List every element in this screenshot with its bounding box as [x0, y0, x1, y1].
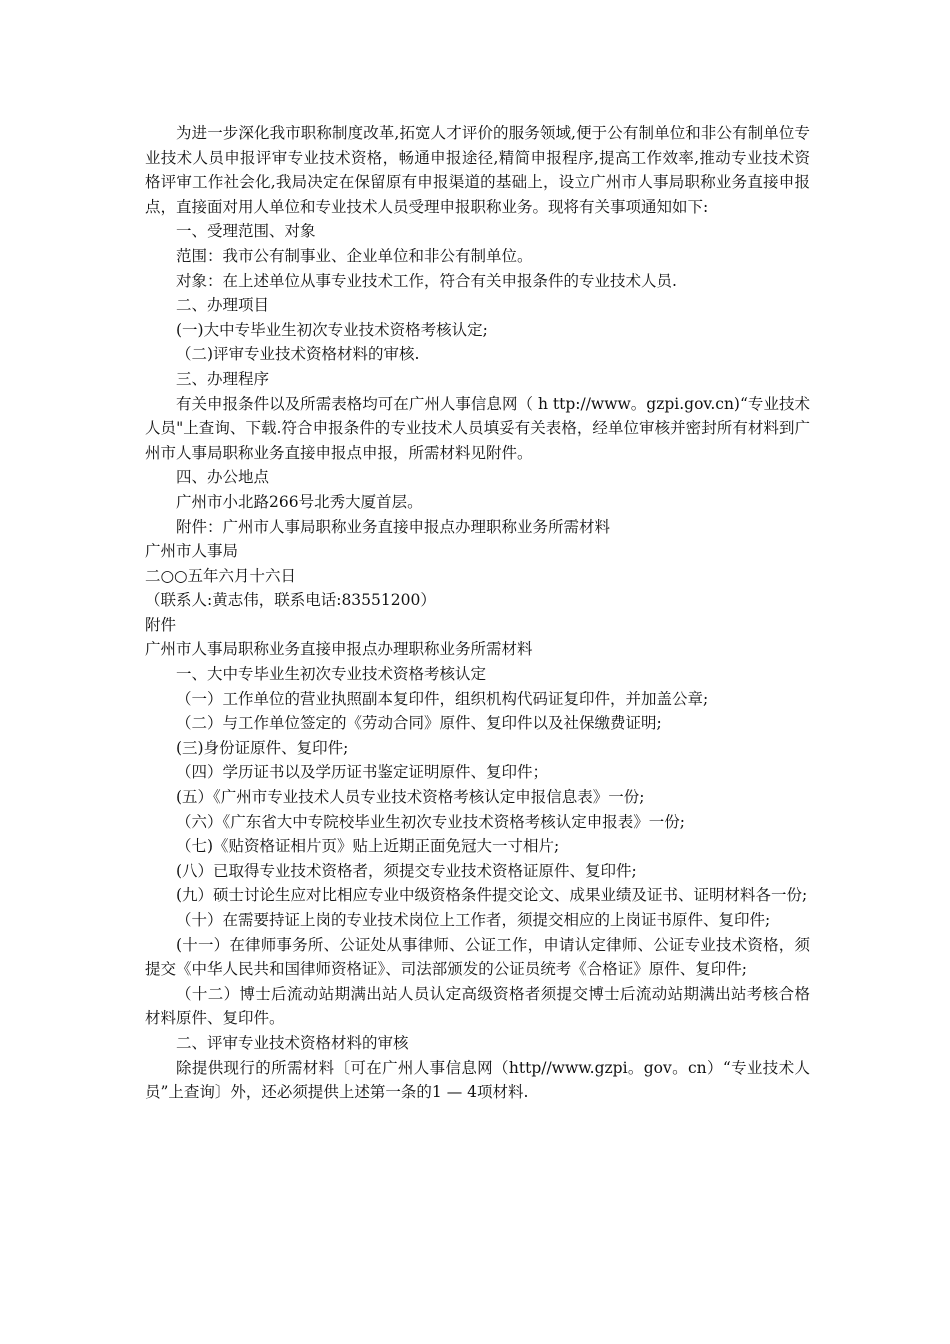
paragraph: 有关申报条件以及所需表格均可在广州人事信息网（ h ttp://www。gzpi.gov.cn)“专业技术人员"上查询、下载.符合申报条件的专业技术人员填妥有关表格，经单位审核并密封所有材料到广州市人事局职称业务直接申报点申报，所需材料见附件。 [145, 394, 810, 462]
paragraph: 附件 [145, 615, 177, 634]
paragraph: 范围：我市公有制事业、企业单位和非公有制单位。 [176, 246, 533, 265]
paragraph: （六）《广东省大中专院校毕业生初次专业技术资格考核认定申报表》一份; [176, 812, 685, 831]
paragraph: （四）学历证书以及学历证书鉴定证明原件、复印件； [176, 763, 549, 782]
paragraph: 一、大中专毕业生初次专业技术资格考核认定 [176, 665, 487, 684]
paragraph: （二）与工作单位签定的《劳动合同》原件、复印件以及社保缴费证明; [176, 714, 662, 733]
paragraph: (九）硕士讨论生应对比相应专业中级资格条件提交论文、成果业绩及证书、证明材料各一份; [176, 886, 808, 905]
paragraph: 附件：广州市人事局职称业务直接申报点办理职称业务所需材料 [176, 517, 611, 536]
paragraph: (一)大中专毕业生初次专业技术资格考核认定; [176, 320, 488, 339]
paragraph: （联系人:黄志伟，联系电话:83551200） [145, 591, 436, 610]
paragraph: (八）已取得专业技术资格者，须提交专业技术资格证原件、复印件; [176, 861, 637, 880]
paragraph: （一）工作单位的营业执照副本复印件，组织机构代码证复印件，并加盖公章; [176, 689, 709, 708]
document-body [145, 121, 810, 1105]
paragraph: (三)身份证原件、复印件; [176, 738, 349, 757]
paragraph: (十一）在律师事务所、公证处从事律师、公证工作，申请认定律师、公证专业技术资格，须提交《中华人民共和国律师资格证》、司法部颁发的公证员统考《合格证》原件、复印件; [145, 935, 810, 979]
paragraph: 四、办公地点 [176, 468, 270, 487]
paragraph: 三、办理程序 [176, 369, 270, 388]
paragraph: （十二）博士后流动站期满出站人员认定高级资格者须提交博士后流动站期满出站考核合格材料原件、复印件。 [145, 984, 810, 1028]
paragraph: （二)评审专业技术资格材料的审核. [176, 345, 420, 364]
paragraph: （十）在需要持证上岗的专业技术岗位上工作者，须提交相应的上岗证书原件、复印件; [176, 911, 771, 929]
paragraph: 二、办理项目 [176, 296, 270, 315]
paragraph: 二、评审专业技术资格材料的审核 [176, 1033, 409, 1052]
paragraph: (五）《广州市专业技术人员专业技术资格考核认定申报信息表》一份; [176, 788, 645, 807]
paragraph: 对象：在上述单位从事专业技术工作，符合有关申报条件的专业技术人员. [176, 271, 677, 290]
paragraph: 一、受理范围、对象 [176, 222, 316, 241]
paragraph: 二○○五年六月十六日 [145, 566, 297, 585]
paragraph: 为进一步深化我市职称制度改革,拓宽人才评价的服务领域,便于公有制单位和非公有制单位专业技术人员申报评审专业技术资格，畅通申报途径,精简申报程序,提高工作效率,推动专业技术资格评审工作社会化,我局决定在保留原有申报渠道的基础上，设立广州市人事局职称业务直接申报点，直接面对用人单位和专业技术人员受理申报职称业务。现将有关事项通知如下: [145, 124, 810, 216]
paragraph: 广州市人事局职称业务直接申报点办理职称业务所需材料 [145, 640, 533, 659]
paragraph: 除提供现行的所需材料〔可在广州人事信息网（http//www.gzpi。gov。cn）“专业技术人员”上查询〕外，还必须提供上述第一条的1 — 4项材料. [145, 1058, 810, 1102]
paragraph: 广州市人事局 [145, 542, 239, 561]
paragraph: 广州市小北路266号北秀大厦首层。 [176, 492, 423, 511]
paragraph: （七)《贴资格证相片页》贴上近期正面免冠大一寸相片; [176, 837, 560, 856]
